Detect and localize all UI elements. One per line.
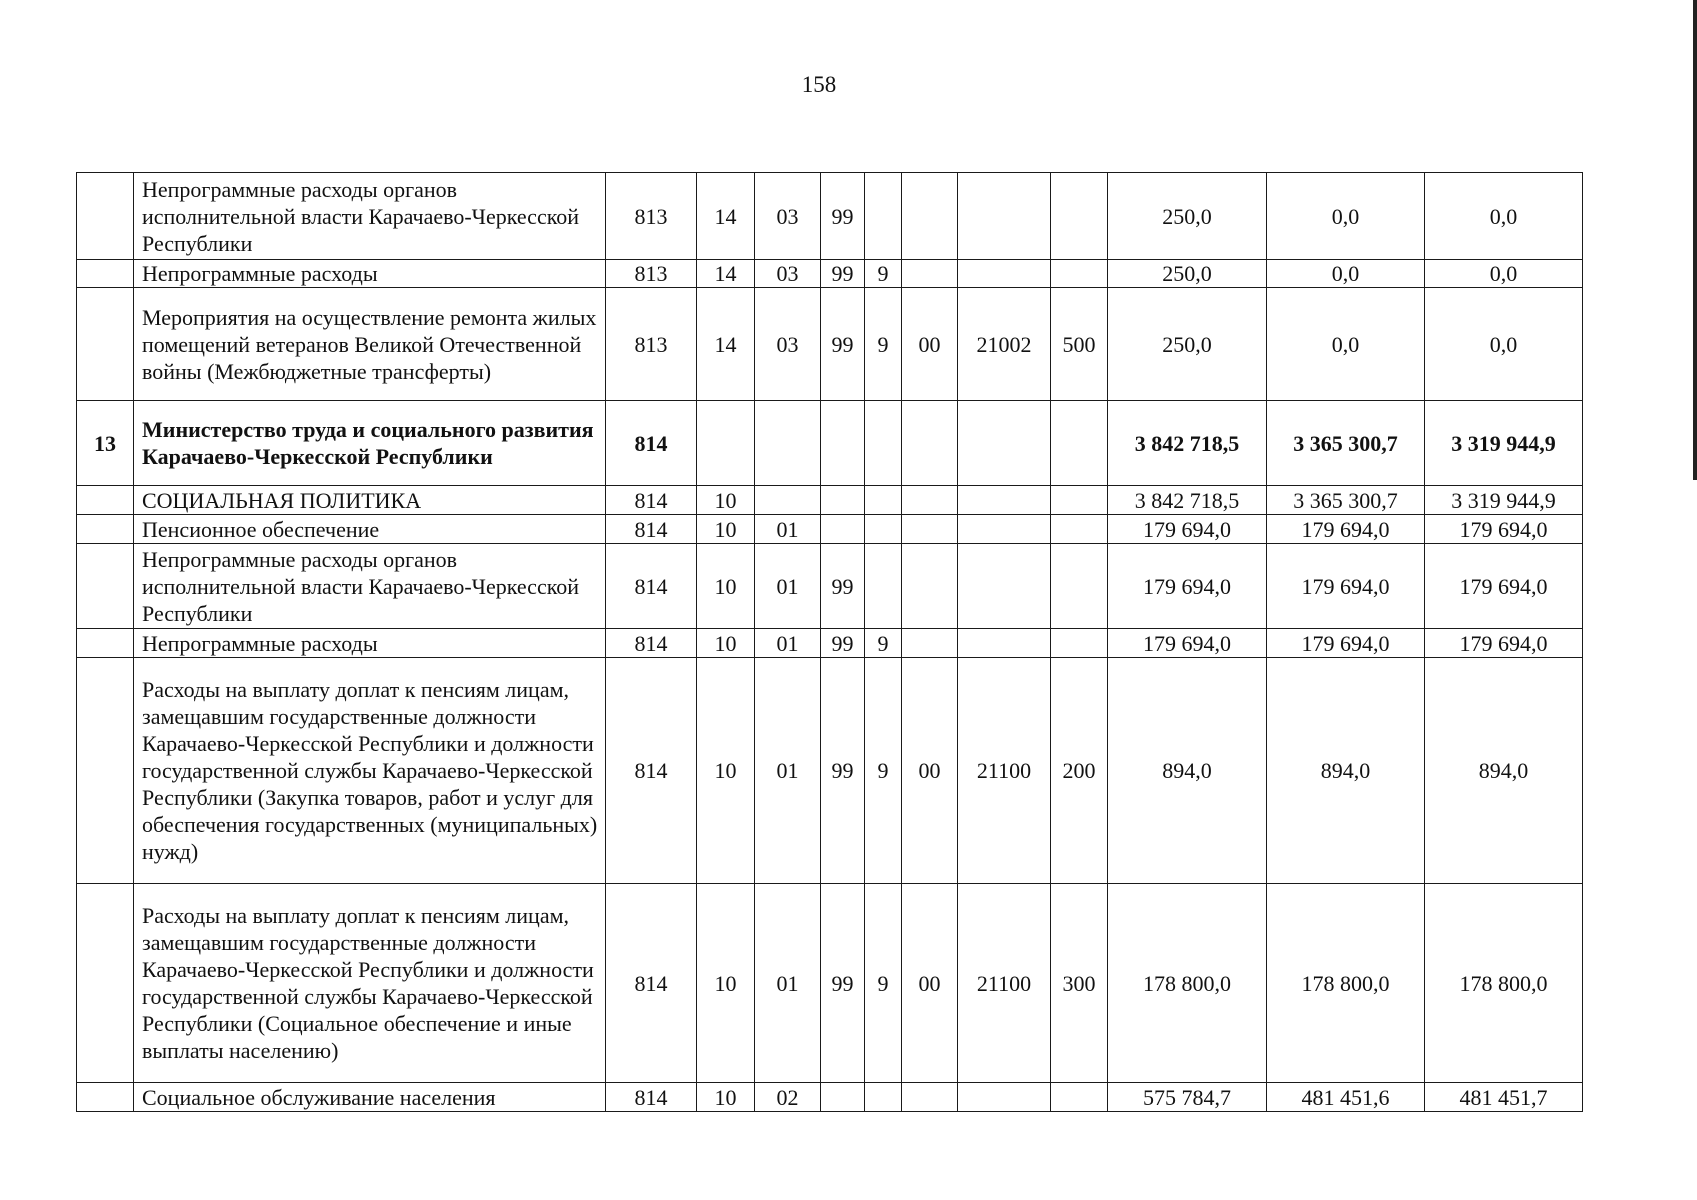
amount-year-1: 178 800,0	[1108, 884, 1267, 1083]
expense-type-code: 300	[1051, 884, 1108, 1083]
direction-code	[958, 486, 1051, 515]
row-name: Расходы на выплату доплат к пенсиям лицам, замещавшим государственные должности Карачаево-Черкесской Республики и должности государственной службы Карачаево-Черкесской Республики (Социальное обеспечение и иные выплаты населению)	[134, 884, 606, 1083]
expense-type-code: 200	[1051, 658, 1108, 884]
row-number: 13	[77, 401, 134, 486]
row-number	[77, 173, 134, 260]
program-code	[821, 515, 865, 544]
amount-year-3: 179 694,0	[1425, 544, 1583, 629]
direction-code	[958, 260, 1051, 288]
activity-code: 00	[902, 658, 958, 884]
row-number	[77, 544, 134, 629]
section-code: 10	[697, 884, 755, 1083]
amount-year-1: 3 842 718,5	[1108, 401, 1267, 486]
subsection-code	[755, 401, 821, 486]
table-row	[77, 658, 1583, 884]
activity-code	[902, 401, 958, 486]
direction-code	[958, 1083, 1051, 1112]
scan-edge-mark	[1693, 0, 1697, 480]
row-name: Непрограммные расходы органов исполнительной власти Карачаево-Черкесской Республики	[134, 544, 606, 629]
row-number	[77, 288, 134, 401]
expense-type-code	[1051, 1083, 1108, 1112]
program-code: 99	[821, 884, 865, 1083]
row-number	[77, 1083, 134, 1112]
section-code: 10	[697, 515, 755, 544]
amount-year-2: 0,0	[1267, 288, 1425, 401]
activity-code	[902, 544, 958, 629]
ministry-code: 814	[606, 515, 697, 544]
amount-year-1: 894,0	[1108, 658, 1267, 884]
row-name: Непрограммные расходы	[134, 629, 606, 658]
row-number	[77, 486, 134, 515]
row-name: Мероприятия на осуществление ремонта жилых помещений ветеранов Великой Отечественной войны (Межбюджетные трансферты)	[134, 288, 606, 401]
subprogram-code	[865, 486, 902, 515]
amount-year-3: 3 319 944,9	[1425, 486, 1583, 515]
section-code	[697, 401, 755, 486]
amount-year-3: 179 694,0	[1425, 515, 1583, 544]
subprogram-code: 9	[865, 658, 902, 884]
subprogram-code: 9	[865, 884, 902, 1083]
program-code: 99	[821, 629, 865, 658]
amount-year-2: 481 451,6	[1267, 1083, 1425, 1112]
row-name: Непрограммные расходы органов исполнительной власти Карачаево-Черкесской Республики	[134, 173, 606, 260]
subsection-code: 01	[755, 884, 821, 1083]
table-row	[77, 515, 1583, 544]
expense-type-code	[1051, 173, 1108, 260]
ministry-code: 813	[606, 260, 697, 288]
amount-year-3: 0,0	[1425, 173, 1583, 260]
amount-year-1: 179 694,0	[1108, 515, 1267, 544]
direction-code: 21002	[958, 288, 1051, 401]
program-code: 99	[821, 658, 865, 884]
amount-year-1: 250,0	[1108, 288, 1267, 401]
ministry-code: 814	[606, 658, 697, 884]
ministry-code: 814	[606, 1083, 697, 1112]
section-code: 14	[697, 260, 755, 288]
section-code: 10	[697, 544, 755, 629]
row-name: Социальное обслуживание населения	[134, 1083, 606, 1112]
row-number	[77, 658, 134, 884]
direction-code: 21100	[958, 658, 1051, 884]
direction-code: 21100	[958, 884, 1051, 1083]
amount-year-3: 0,0	[1425, 260, 1583, 288]
row-name: Непрограммные расходы	[134, 260, 606, 288]
row-number	[77, 884, 134, 1083]
table-row	[77, 401, 1583, 486]
amount-year-1: 179 694,0	[1108, 544, 1267, 629]
program-code: 99	[821, 544, 865, 629]
amount-year-1: 3 842 718,5	[1108, 486, 1267, 515]
direction-code	[958, 544, 1051, 629]
subsection-code: 01	[755, 629, 821, 658]
section-code: 10	[697, 658, 755, 884]
amount-year-1: 575 784,7	[1108, 1083, 1267, 1112]
row-name: Расходы на выплату доплат к пенсиям лицам, замещавшим государственные должности Карачаево-Черкесской Республики и должности государственной службы Карачаево-Черкесской Республики (Закупка товаров, работ и услуг для обеспечения государственных (муниципальных) нужд)	[134, 658, 606, 884]
amount-year-2: 178 800,0	[1267, 884, 1425, 1083]
ministry-code: 814	[606, 401, 697, 486]
expense-type-code	[1051, 544, 1108, 629]
amount-year-2: 894,0	[1267, 658, 1425, 884]
row-name: Пенсионное обеспечение	[134, 515, 606, 544]
ministry-code: 814	[606, 544, 697, 629]
table-row	[77, 173, 1583, 260]
activity-code	[902, 173, 958, 260]
program-code	[821, 401, 865, 486]
expense-type-code	[1051, 486, 1108, 515]
table-body	[77, 173, 1583, 1112]
row-name: СОЦИАЛЬНАЯ ПОЛИТИКА	[134, 486, 606, 515]
amount-year-3: 178 800,0	[1425, 884, 1583, 1083]
direction-code	[958, 173, 1051, 260]
subprogram-code	[865, 401, 902, 486]
table-row	[77, 1083, 1583, 1112]
budget-table	[76, 172, 1583, 1112]
activity-code: 00	[902, 884, 958, 1083]
amount-year-2: 179 694,0	[1267, 629, 1425, 658]
table-row	[77, 288, 1583, 401]
subprogram-code	[865, 1083, 902, 1112]
row-name: Министерство труда и социального развития Карачаево-Черкесской Республики	[134, 401, 606, 486]
section-code: 10	[697, 1083, 755, 1112]
section-code: 14	[697, 173, 755, 260]
expense-type-code	[1051, 260, 1108, 288]
amount-year-2: 0,0	[1267, 173, 1425, 260]
amount-year-3: 894,0	[1425, 658, 1583, 884]
activity-code	[902, 1083, 958, 1112]
table-row	[77, 629, 1583, 658]
subprogram-code: 9	[865, 288, 902, 401]
program-code: 99	[821, 288, 865, 401]
subprogram-code: 9	[865, 629, 902, 658]
page-number: 158	[801, 72, 837, 97]
amount-year-1: 179 694,0	[1108, 629, 1267, 658]
subsection-code: 03	[755, 260, 821, 288]
subsection-code	[755, 486, 821, 515]
subsection-code: 03	[755, 173, 821, 260]
expense-type-code	[1051, 515, 1108, 544]
subprogram-code	[865, 515, 902, 544]
direction-code	[958, 401, 1051, 486]
ministry-code: 814	[606, 486, 697, 515]
subprogram-code	[865, 173, 902, 260]
table-row	[77, 884, 1583, 1083]
subsection-code: 01	[755, 515, 821, 544]
row-number	[77, 515, 134, 544]
ministry-code: 813	[606, 288, 697, 401]
subsection-code: 02	[755, 1083, 821, 1112]
subsection-code: 01	[755, 658, 821, 884]
activity-code	[902, 486, 958, 515]
table-row	[77, 260, 1583, 288]
amount-year-3: 481 451,7	[1425, 1083, 1583, 1112]
ministry-code: 814	[606, 884, 697, 1083]
amount-year-2: 3 365 300,7	[1267, 486, 1425, 515]
expense-type-code	[1051, 401, 1108, 486]
amount-year-2: 179 694,0	[1267, 544, 1425, 629]
subprogram-code	[865, 544, 902, 629]
amount-year-3: 179 694,0	[1425, 629, 1583, 658]
program-code	[821, 1083, 865, 1112]
ministry-code: 814	[606, 629, 697, 658]
table-row	[77, 544, 1583, 629]
amount-year-3: 3 319 944,9	[1425, 401, 1583, 486]
program-code	[821, 486, 865, 515]
activity-code	[902, 260, 958, 288]
program-code: 99	[821, 173, 865, 260]
direction-code	[958, 515, 1051, 544]
section-code: 10	[697, 486, 755, 515]
row-number	[77, 629, 134, 658]
program-code: 99	[821, 260, 865, 288]
amount-year-1: 250,0	[1108, 173, 1267, 260]
amount-year-2: 3 365 300,7	[1267, 401, 1425, 486]
amount-year-3: 0,0	[1425, 288, 1583, 401]
activity-code	[902, 629, 958, 658]
activity-code: 00	[902, 288, 958, 401]
amount-year-1: 250,0	[1108, 260, 1267, 288]
activity-code	[902, 515, 958, 544]
direction-code	[958, 629, 1051, 658]
ministry-code: 813	[606, 173, 697, 260]
amount-year-2: 0,0	[1267, 260, 1425, 288]
expense-type-code: 500	[1051, 288, 1108, 401]
amount-year-2: 179 694,0	[1267, 515, 1425, 544]
section-code: 10	[697, 629, 755, 658]
section-code: 14	[697, 288, 755, 401]
row-number	[77, 260, 134, 288]
subsection-code: 03	[755, 288, 821, 401]
table-row	[77, 486, 1583, 515]
subprogram-code: 9	[865, 260, 902, 288]
expense-type-code	[1051, 629, 1108, 658]
subsection-code: 01	[755, 544, 821, 629]
